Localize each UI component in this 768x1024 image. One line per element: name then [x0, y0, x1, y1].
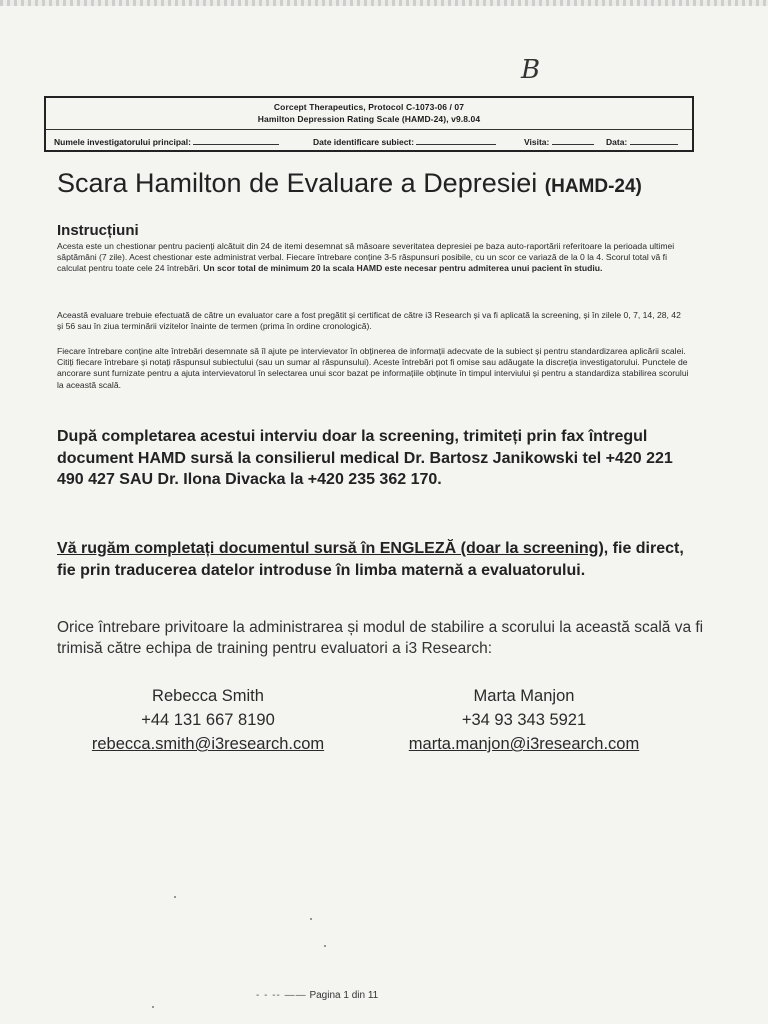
scan-speck: [152, 1006, 154, 1008]
contact-name: Rebecca Smith: [152, 687, 264, 705]
page-footer: [256, 990, 378, 1001]
contact-card: [58, 684, 358, 756]
contact-card: [374, 684, 674, 756]
english-notice: [57, 538, 697, 581]
subject-field: [313, 136, 496, 147]
fax-notice: După completarea acestui interviu doar la screening, trimiteți prin fax întregul document HAMD sursă la consilierul medical Dr. Bartosz Janikowski tel +420 221 490 427 SAU Dr. Ilona Divacka la +420 235 362 170.: [57, 428, 673, 488]
questions-notice: Orice întrebare privitoare la administrarea și modul de stabilire a scorului la această scală va fi trimisă către echipa de training pentru evaluatori a i3 Research:: [57, 619, 704, 657]
title-main: Scara Hamilton de Evaluare a Depresiei: [57, 168, 538, 198]
subject-label: Date identificare subiect:: [313, 137, 415, 147]
instructions-paragraph-3: Fiecare întrebare conține alte întrebări desemnate să îl ajute pe intervievator în obținerea de informații adecvate de la subiect și pentru standardizarea aplicării scalei. Citiți fiecare întrebare și notați răspunsul subiectului (sau un sumar al răspunsului). Aceste întrebări pot fi omise sau adăugate la discreția investigatorului. Punctele de ancorare sunt furnizate pentru a ajuta intervievatorul în selectarea unui scor bazat pe informațiile obținute în timpul interviului și pentru a standardiza stabilirea scorului la această scală.: [57, 346, 689, 390]
instructions-p1-bold: Un scor total de minimum 20 la scala HAMD este necesar pentru admiterea unui pacient în studiu.: [203, 263, 603, 274]
date-field: [606, 136, 678, 147]
contact-phone: +44 131 667 8190: [141, 711, 275, 729]
subject-blank: [416, 136, 496, 145]
page-number: Pagina 1 din 11: [309, 990, 379, 1001]
contact-phone: +34 93 343 5921: [461, 711, 587, 729]
contact-email: marta.manjon@i3research.com: [408, 735, 640, 753]
investigator-field: [54, 136, 279, 147]
instructions-paragraph-2: Această evaluare trebuie efectuată de către un evaluator care a fost pregătit și certificat de către i3 Research și va fi aplicată la screening, și în zilele 0, 7, 14, 28, 42 și 56 sau în ziua terminării vizitelor înainte de termen (prima în ordine cronologică).: [57, 310, 681, 332]
english-notice-underlined: Vă rugăm completați documentul sursă în ENGLEZĂ (doar la screening),: [57, 540, 609, 557]
contact-name: Marta Manjon: [473, 687, 575, 705]
visit-label: Visita:: [524, 137, 550, 147]
date-label: Data:: [606, 137, 628, 147]
scan-speck: [310, 918, 312, 920]
investigator-label: Numele investigatorului principal:: [54, 137, 191, 147]
scan-edge: [0, 0, 768, 6]
header-divider: [46, 129, 692, 130]
instructions-paragraph-1: [57, 241, 689, 275]
page-title: [57, 168, 642, 199]
title-abbr: (HAMD-24): [544, 176, 642, 197]
visit-blank: [552, 136, 594, 145]
instructions-p1-text: Acesta este un chestionar pentru pacienți alcătuit din 24 de itemi desemnat să măsoare severitatea depresiei pe baza auto-raportării referitoare la perioada ultimei săptămâni (7 zile). Acest chestionar este administrat verbal. Fiecare întrebare conține 3-5 răspunsuri posibile, cu un scor ce variază de la 0 la 4. Scorul total vă fi calculat pentru toate cele 24 întrebări.: [57, 241, 675, 274]
scale-version-line: Hamilton Depression Rating Scale (HAMD-24), v9.8.04: [257, 114, 481, 124]
handwritten-mark: B: [521, 55, 541, 85]
date-blank: [630, 136, 678, 145]
protocol-line: Corcept Therapeutics, Protocol C-1073-06 / 07: [273, 102, 465, 112]
scan-speck: [324, 945, 326, 947]
instructions-heading: Instrucțiuni: [57, 222, 139, 239]
protocol-header-box: [44, 96, 694, 152]
footer-dash: - - -- ——: [256, 990, 307, 1001]
contact-email: rebecca.smith@i3research.com: [91, 735, 325, 753]
investigator-blank: [193, 136, 279, 145]
visit-field: [524, 136, 594, 147]
scan-speck: [174, 896, 176, 898]
english-notice-rest: fie direct, fie prin traducerea datelor introduse în limba maternă a evaluatorului.: [57, 540, 684, 579]
